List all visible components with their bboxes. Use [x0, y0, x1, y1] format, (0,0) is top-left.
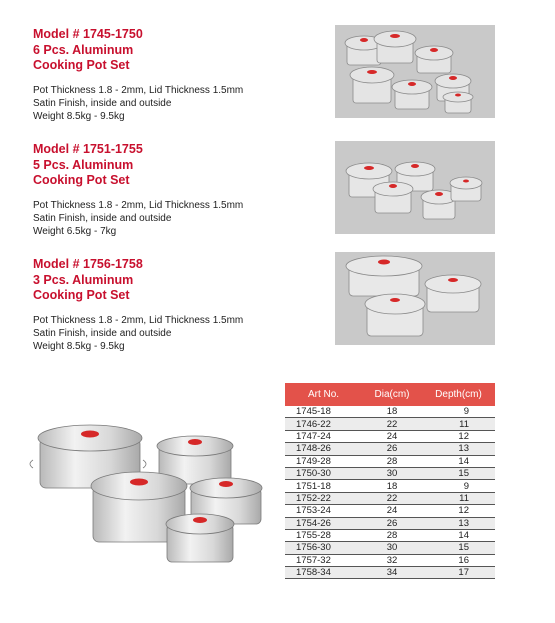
model-number: Model # 1756-1758 [33, 257, 143, 271]
dia-cell: 30 [362, 542, 422, 554]
depth-cell: 13 [422, 443, 495, 455]
product-block [33, 257, 313, 353]
product-name: Cooking Pot Set [33, 173, 130, 187]
depth-cell: 13 [422, 517, 495, 529]
table-row [285, 542, 495, 554]
depth-cell: 12 [422, 430, 495, 442]
spec-finish: Satin Finish, inside and outside [33, 212, 172, 224]
depth-cell: 17 [422, 567, 495, 579]
model-number: Model # 1745-1750 [33, 27, 143, 41]
product-block [33, 27, 313, 123]
depth-cell: 12 [422, 505, 495, 517]
product-name: 5 Pcs. Aluminum [33, 157, 134, 172]
product-name: 3 Pcs. Aluminum [33, 272, 134, 287]
table-row [285, 505, 495, 517]
product-specs [33, 199, 313, 238]
table-row [285, 430, 495, 442]
dia-cell: 32 [362, 554, 422, 566]
depth-cell: 14 [422, 529, 495, 541]
spec-thickness: Pot Thickness 1.8 - 2mm, Lid Thickness 1.5mm [33, 199, 244, 211]
column-header-dia: Dia(cm) [362, 383, 422, 406]
depth-cell: 9 [422, 406, 495, 418]
dia-cell: 28 [362, 455, 422, 467]
dia-cell: 24 [362, 505, 422, 517]
art-no-cell: 1746-22 [285, 418, 362, 430]
column-header-art-no: Art No. [285, 383, 362, 406]
depth-cell: 11 [422, 492, 495, 504]
dia-cell: 34 [362, 567, 422, 579]
art-no-cell: 1745-18 [285, 406, 362, 418]
spec-finish: Satin Finish, inside and outside [33, 97, 172, 109]
table-row [285, 455, 495, 467]
depth-cell: 15 [422, 542, 495, 554]
dia-cell: 18 [362, 480, 422, 492]
dia-cell: 22 [362, 492, 422, 504]
art-no-cell: 1752-22 [285, 492, 362, 504]
table-header-row [285, 383, 495, 406]
art-no-cell: 1756-30 [285, 542, 362, 554]
spec-thickness: Pot Thickness 1.8 - 2mm, Lid Thickness 1.5mm [33, 84, 244, 96]
dia-cell: 26 [362, 517, 422, 529]
spec-weight: Weight 6.5kg - 7kg [33, 225, 117, 237]
pot-set-image [335, 25, 495, 118]
model-number: Model # 1751-1755 [33, 142, 143, 156]
spec-weight: Weight 8.5kg - 9.5kg [33, 110, 125, 122]
art-no-cell: 1758-34 [285, 567, 362, 579]
pot-set-image [335, 141, 495, 234]
article-table [285, 383, 495, 579]
art-no-cell: 1753-24 [285, 505, 362, 517]
product-name: Cooking Pot Set [33, 288, 130, 302]
art-no-cell: 1755-28 [285, 529, 362, 541]
dia-cell: 22 [362, 418, 422, 430]
product-block [33, 142, 313, 238]
product-specs [33, 84, 313, 123]
spec-weight: Weight 8.5kg - 9.5kg [33, 340, 125, 352]
table-row [285, 418, 495, 430]
column-header-depth: Depth(cm) [422, 383, 495, 406]
spec-thickness: Pot Thickness 1.8 - 2mm, Lid Thickness 1.5mm [33, 314, 244, 326]
product-name: 6 Pcs. Aluminum [33, 42, 134, 57]
art-no-cell: 1757-32 [285, 554, 362, 566]
dia-cell: 18 [362, 406, 422, 418]
product-specs [33, 314, 313, 353]
depth-cell: 16 [422, 554, 495, 566]
product-photo [335, 25, 495, 118]
product-photo [335, 252, 495, 345]
table-row [285, 554, 495, 566]
pot-set-large-photo [25, 418, 275, 578]
art-no-cell: 1748-26 [285, 443, 362, 455]
depth-cell: 14 [422, 455, 495, 467]
dia-cell: 30 [362, 467, 422, 479]
depth-cell: 11 [422, 418, 495, 430]
table-row [285, 492, 495, 504]
table-row [285, 567, 495, 579]
table-row [285, 443, 495, 455]
spec-finish: Satin Finish, inside and outside [33, 327, 172, 339]
dia-cell: 26 [362, 443, 422, 455]
product-photo [335, 141, 495, 234]
table-row [285, 467, 495, 479]
art-no-cell: 1751-18 [285, 480, 362, 492]
pot-set-image [335, 252, 495, 345]
art-no-cell: 1747-24 [285, 430, 362, 442]
table-row [285, 406, 495, 418]
depth-cell: 15 [422, 467, 495, 479]
depth-cell: 9 [422, 480, 495, 492]
table-row [285, 480, 495, 492]
table-row [285, 529, 495, 541]
art-no-cell: 1754-26 [285, 517, 362, 529]
product-name: Cooking Pot Set [33, 58, 130, 72]
dia-cell: 28 [362, 529, 422, 541]
dia-cell: 24 [362, 430, 422, 442]
pot-set-image [25, 418, 275, 578]
table-row [285, 517, 495, 529]
art-no-cell: 1750-30 [285, 467, 362, 479]
art-no-cell: 1749-28 [285, 455, 362, 467]
